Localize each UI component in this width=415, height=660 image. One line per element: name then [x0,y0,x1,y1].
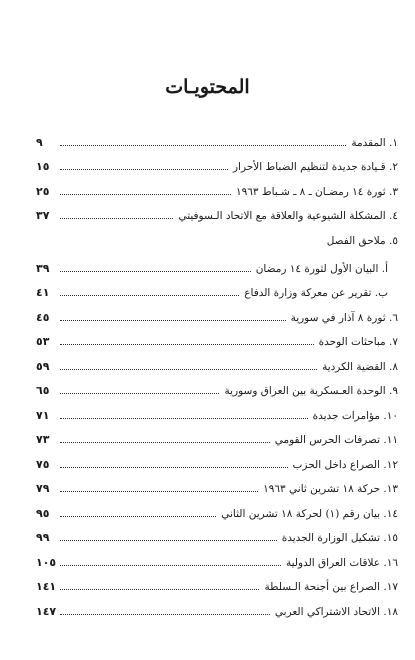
dot-leader [60,539,277,541]
toc-entry-page: ١٥ [36,160,50,173]
toc-entry [36,299,398,324]
toc-entry-page: ٧١ [36,408,50,422]
dot-leader [60,588,259,590]
toc-entry-page: ٤١ [36,286,50,299]
toc-entry [36,198,398,223]
dot-leader [60,564,281,566]
toc-entry [36,397,398,422]
toc-entry [36,222,398,247]
toc-entry-page: ٧٥ [36,457,50,471]
toc-entry [36,544,398,569]
toc-entry-label: ٢. قـيادة جديدة لتنظيم الضباط الأحرار [232,161,398,173]
toc-entry-label: ب. تقرير عن معركة وزارة الدفاع [244,287,388,299]
toc-entry [36,275,398,300]
toc-entry [36,471,398,496]
dot-leader [60,217,173,219]
toc-entry [36,593,398,618]
table-of-contents [36,124,398,618]
dot-leader [60,417,308,419]
toc-entry [36,149,398,174]
dot-leader [60,193,231,195]
dot-leader [60,168,228,170]
toc-entry-label: ١٢. الصراع داخل الحزب [292,458,398,471]
dot-leader [60,441,270,443]
toc-entry [36,422,398,447]
dot-leader [60,368,317,370]
toc-entry-page: ٣٧ [36,209,50,222]
toc-entry-label: أ. البيان الأول لثورة ١٤ رمضان [255,262,388,275]
toc-entry [36,520,398,545]
toc-entry [36,569,398,594]
toc-entry-label: ٥. ملاحق الفصل [326,234,398,247]
toc-entry-label: ٧. مباحثات الوحدة [318,336,398,348]
toc-entry-page: ٧٣ [36,433,50,446]
toc-entry-page: ١٤١ [36,580,57,593]
dot-leader [60,270,251,272]
dot-leader [60,319,286,321]
toc-entry-label: ١٦. علاقات العراق الدولية [285,556,398,569]
toc-entry-page: ٩٩ [36,531,50,544]
toc-entry-page: ٦٥ [36,384,50,397]
toc-entry-label: ١. المقدمة [351,136,398,149]
toc-entry-label: ١٤. بيان رقم (١) لحركة ١٨ تشرين الثاني [221,507,398,520]
toc-entry-page: ٧٩ [36,482,50,495]
toc-entry-label: ١٥. تشكيل الوزارة الجديدة [281,532,398,544]
toc-entry-page: ٩ [36,135,43,149]
page-title: المحتويـات [165,76,250,98]
toc-entry [36,324,398,349]
toc-entry-page: ٣٩ [36,261,50,275]
dot-leader [60,392,219,394]
toc-entry-page: ٥٣ [36,335,50,348]
toc-entry [36,124,398,149]
toc-entry [36,446,398,471]
toc-entry [36,348,398,373]
dot-leader [60,294,239,296]
dot-leader [60,490,258,492]
toc-entry-page: ٩٥ [36,506,50,520]
toc-entry [36,247,398,275]
toc-entry-label: ٩. الوحدة العـسكرية بين العراق وسورية [224,385,398,397]
toc-entry-page: ٤٥ [36,310,50,324]
dot-leader [60,466,288,468]
toc-entry [36,173,398,198]
toc-entry-label: ١٣. حركة ١٨ تشرين ثاني ١٩٦٣ [263,483,398,495]
toc-entry-label: ١١. تصرفات الحرس القومي [274,434,398,446]
dot-leader [60,515,216,517]
toc-entry-page: ٢٥ [36,184,50,198]
toc-entry-label: ١٨. الاتحاد الاشتراكي العربي [274,605,398,618]
toc-entry-page: ١٤٧ [36,604,57,618]
toc-entry-label: ٨. القضية الكردية [322,360,398,373]
toc-entry [36,495,398,520]
toc-entry-label: ٣. ثورة ١٤ رمضـان ـ ٨ ـ شـباط ١٩٦٣ [236,185,398,198]
dot-leader [60,243,322,244]
dot-leader [60,343,314,345]
toc-entry-label: ١٠. مؤامرات جديدة [312,409,398,422]
toc-entry-label: ٤. المشكلة الشيوعية والعلاقة مع الاتحاد الـسوفيتي [178,210,398,222]
dot-leader [60,144,346,146]
toc-entry-label: ٦. ثورة ٨ آذار في سورية [290,311,398,324]
dot-leader [60,613,270,615]
toc-entry-page: ٥٩ [36,359,50,373]
toc-entry-label: ١٧. الصراع بين أجنحة الـسلطة [264,581,398,593]
toc-entry-page: ١٠٥ [36,555,57,569]
toc-entry [36,373,398,398]
